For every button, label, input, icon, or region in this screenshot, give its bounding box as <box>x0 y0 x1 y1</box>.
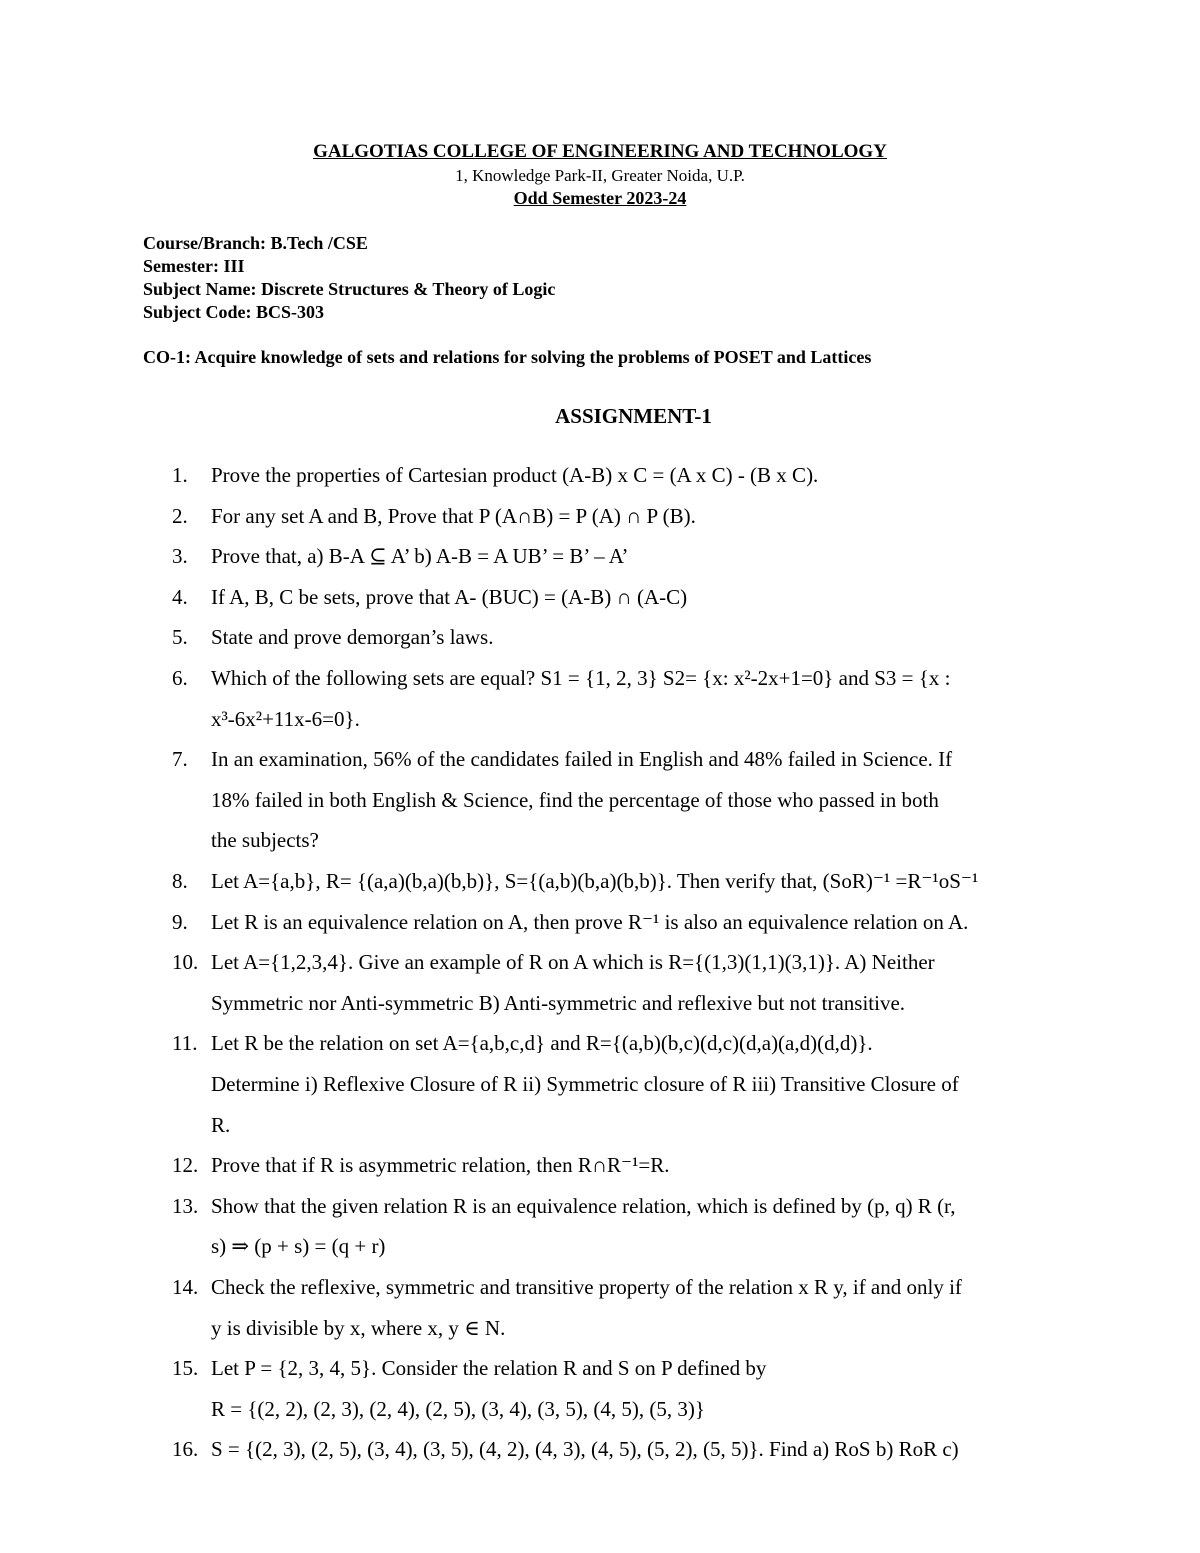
question-number: 12. <box>172 1153 199 1178</box>
question-number: 11. <box>172 1031 198 1056</box>
question-number: 3. <box>172 544 188 569</box>
subject-name: Subject Name: Discrete Structures & Theory of Logic <box>143 279 556 299</box>
question-text: For any set A and B, Prove that P (A∩B) = P (A) ∩ P (B). <box>211 503 696 528</box>
question-text: Prove that, a) B-A ⊆ A’ b) A-B = A UB’ = B’ – A’ <box>211 544 629 569</box>
semester: Semester: III <box>143 256 245 276</box>
question-text: Let A={a,b}, R= {(a,a)(b,a)(b,b)}, S={(a,b)(b,a)(b,b)}. Then verify that, (SoR)⁻¹ =R⁻¹oS⁻¹ <box>211 869 979 893</box>
question-number: 7. <box>172 747 188 772</box>
question-text: the subjects? <box>211 828 319 853</box>
question-text: Let A={1,2,3,4}. Give an example of R on A which is R={(1,3)(1,1)(3,1)}. A) Neither <box>211 950 935 975</box>
question-text: R. <box>211 1112 231 1137</box>
question-text: Prove the properties of Cartesian product (A-B) x C = (A x C) - (B x C). <box>211 463 819 487</box>
question-text: Prove that if R is asymmetric relation, then R∩R⁻¹=R. <box>211 1153 670 1178</box>
college-address: 1, Knowledge Park-II, Greater Noida, U.P. <box>455 166 745 185</box>
question-number: 2. <box>172 503 188 528</box>
question-number: 13. <box>172 1193 199 1218</box>
question-text: Show that the given relation R is an equivalence relation, which is defined by (p, q) R (r, <box>211 1193 956 1218</box>
question-number: 16. <box>172 1437 199 1462</box>
question-number: 1. <box>172 463 188 487</box>
question-text: x³-6x²+11x-6=0}. <box>211 706 360 731</box>
question-text: Let P = {2, 3, 4, 5}. Consider the relation R and S on P defined by <box>211 1356 767 1381</box>
subject-code: Subject Code: BCS-303 <box>143 302 325 322</box>
semester-title: Odd Semester 2023-24 <box>513 188 687 208</box>
question-text: If A, B, C be sets, prove that A- (BUC) = (A-B) ∩ (A-C) <box>211 584 688 609</box>
question-number: 15. <box>172 1356 199 1381</box>
question-text: Symmetric nor Anti-symmetric B) Anti-symmetric and reflexive but not transitive. <box>211 990 906 1015</box>
question-text: 18% failed in both English & Science, find the percentage of those who passed in both <box>211 787 939 812</box>
question-number: 6. <box>172 666 188 690</box>
question-text: R = {(2, 2), (2, 3), (2, 4), (2, 5), (3, 4), (3, 5), (4, 5), (5, 3)} <box>211 1396 705 1421</box>
assignment-title: ASSIGNMENT-1 <box>555 404 712 428</box>
question-text: y is divisible by x, where x, y ∈ N. <box>211 1315 506 1340</box>
question-text: S = {(2, 3), (2, 5), (3, 4), (3, 5), (4, 2), (4, 3), (4, 5), (5, 2), (5, 5)}. Find a) RoS b) RoR c) <box>211 1437 959 1462</box>
question-text: In an examination, 56% of the candidates failed in English and 48% failed in Science. If <box>211 747 953 772</box>
course-branch: Course/Branch: B.Tech /CSE <box>143 233 368 253</box>
question-text: Which of the following sets are equal? S1 = {1, 2, 3} S2= {x: x²-2x+1=0} and S3 = {x : <box>211 666 951 690</box>
question-text: Let R be the relation on set A={a,b,c,d} and R={(a,b)(b,c)(d,c)(d,a)(a,d)(d,d)}. <box>211 1031 873 1056</box>
question-number: 10. <box>172 950 199 975</box>
question-text: Determine i) Reflexive Closure of R ii) Symmetric closure of R iii) Transitive Closure of <box>211 1072 959 1096</box>
question-number: 8. <box>172 869 188 893</box>
question-text: Let R is an equivalence relation on A, then prove R⁻¹ is also an equivalence relation on A. <box>211 909 969 934</box>
question-number: 9. <box>172 909 188 934</box>
question-text: Check the reflexive, symmetric and transitive property of the relation x R y, if and only if <box>211 1275 962 1299</box>
question-number: 5. <box>172 625 188 650</box>
college-name: GALGOTIAS COLLEGE OF ENGINEERING AND TECHNOLOGY <box>313 141 887 162</box>
question-number: 14. <box>172 1275 199 1299</box>
question-text: State and prove demorgan’s laws. <box>211 625 494 650</box>
question-number: 4. <box>172 584 188 609</box>
question-text: s) ⇒ (p + s) = (q + r) <box>211 1234 386 1259</box>
course-outcome: CO-1: Acquire knowledge of sets and relations for solving the problems of POSET and Lattices <box>143 347 872 367</box>
